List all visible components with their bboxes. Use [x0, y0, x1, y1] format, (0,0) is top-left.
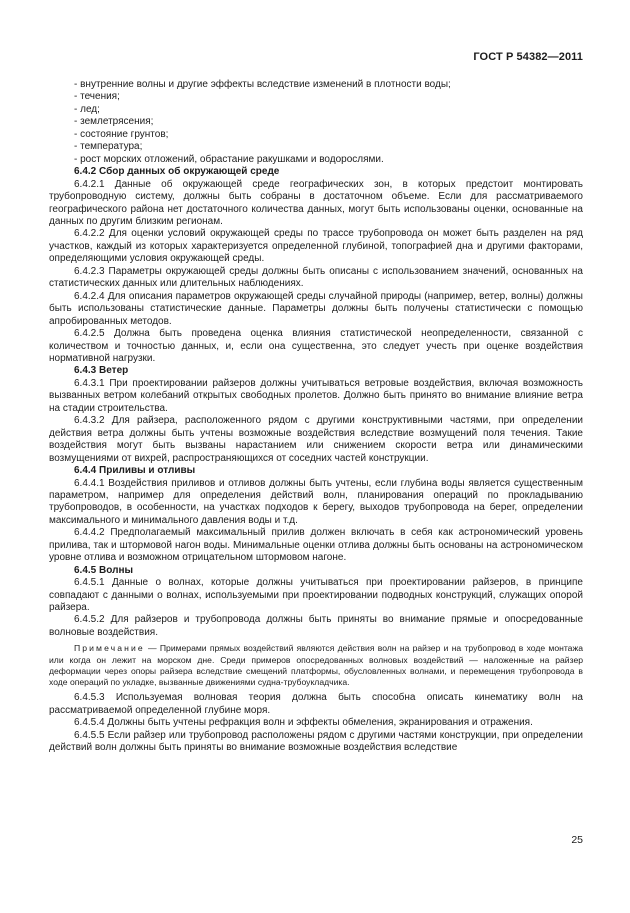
section-heading-6-4-4: 6.4.4 Приливы и отливы — [74, 465, 196, 477]
paragraph-6-4-2-4: 6.4.2.4 Для описания параметров окружающей среды случайной природы (например, ветер, волны) должны быть использованы статистические данные. Параметры должны быть получены статистически с помощью апробированных методов. — [49, 290, 583, 327]
note-text: — Примерами прямых воздействий являются действия волн на райзер и на трубопровод в ходе монтажа или когда он лежит на морском дне. Среди примеров опосредованных волновых воздействий — наложенные на райзер деформации через опоры райзера вследствие смещений платформы, обусловленных волнами, и перемещения трубопровода в ходе операций по укладке, вызванные движениями судна-трубоукладчика. — [49, 643, 583, 687]
list-item: - лед; — [74, 103, 100, 115]
section-heading-6-4-5: 6.4.5 Волны — [74, 564, 134, 576]
paragraph-6-4-2-3: 6.4.2.3 Параметры окружающей среды должны быть описаны с использованием значений, основанных на статистических данных или длительных наблюдениях. — [49, 265, 583, 290]
list-item: - землетрясения; — [74, 116, 154, 128]
paragraph-6-4-5-5: 6.4.5.5 Если райзер или трубопровод расположены рядом с другими частями конструкции, при определении действий волн должны быть приняты во внимание возможные воздействия вследствие — [49, 729, 583, 754]
note-label: Примечание — [74, 643, 145, 654]
paragraph-6-4-5-2: 6.4.5.2 Для райзеров и трубопровода должны быть приняты во внимание прямые и опосредованные волновые воздействия. — [49, 614, 583, 638]
paragraph-6-4-4-1: 6.4.4.1 Воздействия приливов и отливов должны быть учтены, если глубина воды является существенным параметром, например для определения действий волн, планирования операций по прокладыванию трубопроводов, в особенности, на участках подходов к берегу, выходов трубопровода на берег, определении максимального и минимального давления воды и т.д. — [49, 477, 583, 526]
paragraph-6-4-3-2: 6.4.3.2 Для райзера, расположенного рядом с другими конструктивными частями, при определении действия ветра должны быть учтены возможные воздействия вследствие возмущений поля течения. Такие воздействия могут быть вызваны нарастанием или снижением скорости ветра или динамическими возмущениями от вихрей, распространяющихся от соседних частей конструкции. — [49, 415, 583, 464]
section-heading-6-4-3: 6.4.3 Ветер — [74, 365, 129, 377]
note — [49, 643, 583, 688]
paragraph-6-4-2-5: 6.4.2.5 Должна быть проведена оценка влияния статистической неопределенности, связанной с количеством и точностью данных, и, если она существенна, это следует учесть при оценке воздействия нормативной нагрузки. — [49, 328, 583, 364]
list-item: - состояние грунтов; — [74, 128, 169, 140]
list-item: - течения; — [74, 91, 120, 103]
paragraph-6-4-2-1: 6.4.2.1 Данные об окружающей среде географических зон, в которых предстоит монтировать трубопроводную систему, должны быть собраны в достаточном объеме. Если для рассматриваемого географического района нет достаточного количества данных, могут быть использованы оценки, основанные на данных по другим близким регионам. — [49, 178, 583, 227]
standard-designation: ГОСТ Р 54382—2011 — [473, 51, 583, 63]
paragraph-6-4-2-2: 6.4.2.2 Для оценки условий окружающей среды по трассе трубопровода он может быть разделен на ряд участков, каждый из которых характеризуется определенной глубиной, топографией дна и другими факторами, определяющими условия окружающей среды. — [49, 228, 583, 265]
paragraph-6-4-5-3: 6.4.5.3 Используемая волновая теория должна быть способна описать кинематику волн на рассматриваемой определенной глубине моря. — [49, 692, 583, 716]
section-heading-6-4-2: 6.4.2 Сбор данных об окружающей среде — [74, 166, 280, 178]
page-number: 25 — [571, 834, 583, 846]
paragraph-6-4-5-4: 6.4.5.4 Должны быть учтены рефракция волн и эффекты обмеления, экранирования и отражения. — [74, 717, 533, 729]
page-body — [49, 79, 583, 754]
list-item: - рост морских отложений, обрастание ракушками и водорослями. — [74, 153, 384, 165]
paragraph-6-4-4-2: 6.4.4.2 Предполагаемый максимальный прилив должен включать в себя как астрономический уровень прилива, так и штормовой нагон воды. Минимальные оценки отлива должны быть основаны на астрономическом уровне отлива и возможном отрицательном штормовом нагоне. — [49, 527, 583, 564]
paragraph-6-4-5-1: 6.4.5.1 Данные о волнах, которые должны учитываться при проектировании райзеров, в принципе совпадают с данными о волнах, используемыми при проектировании подводных конструкций, служащих опорой райзера. — [49, 577, 583, 614]
list-item: - внутренние волны и другие эффекты вследствие изменений в плотности воды; — [74, 79, 451, 90]
list-item: - температура; — [74, 141, 143, 153]
paragraph-6-4-3-1: 6.4.3.1 При проектировании райзеров должны учитываться ветровые воздействия, включая возможность вызванных ветром колебаний открытых свободных пролетов. Должно быть принято во внимание влияние ветра на стадии строительства. — [49, 377, 583, 414]
